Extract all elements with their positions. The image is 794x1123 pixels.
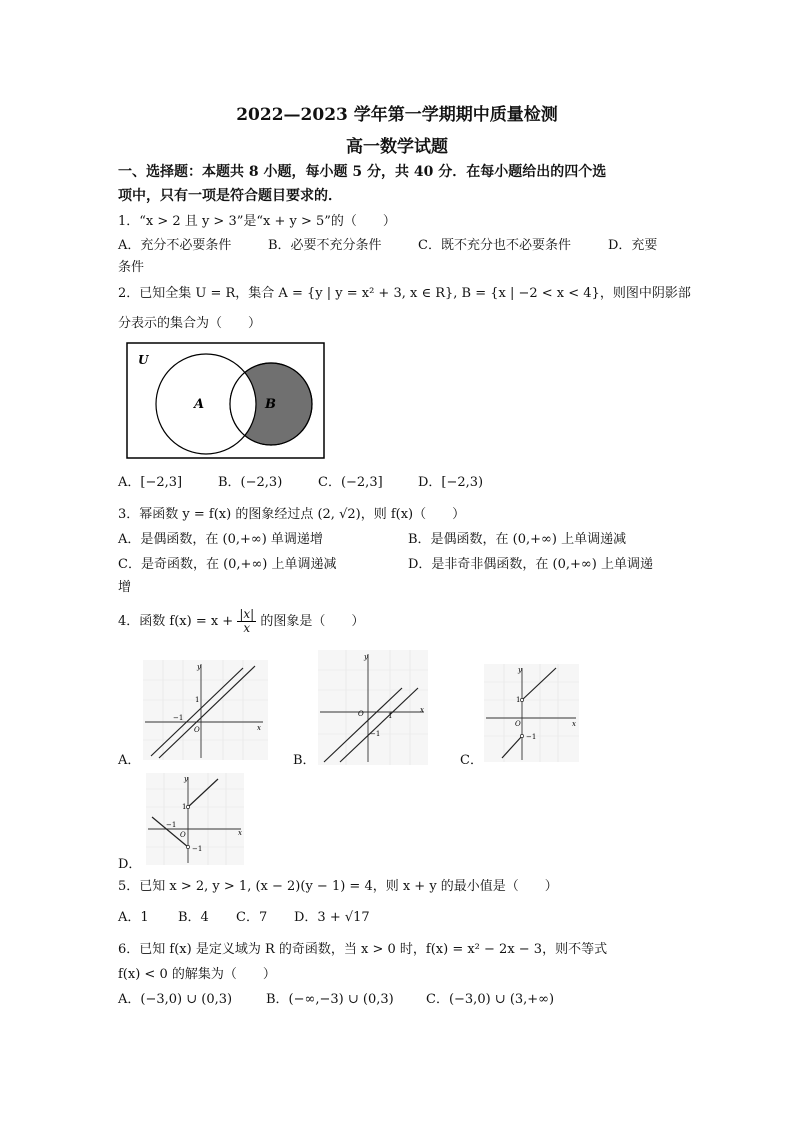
q4-option-d: D． xyxy=(118,857,142,872)
tick-label: −1 xyxy=(166,821,177,829)
q4-option-b: B． xyxy=(293,753,316,768)
tick-label: 1 xyxy=(195,696,200,704)
tick-label: 1 xyxy=(388,712,393,720)
open-point xyxy=(186,805,189,808)
q5-stem: 5．已知 x > 2, y > 1, (x − 2)(y − 1) = 4，则 x + y 的最小值是（ ） xyxy=(118,879,558,894)
q4-fraction xyxy=(237,608,256,635)
q1-option-a: A．充分不必要条件 xyxy=(118,238,232,253)
origin-label: O xyxy=(358,710,364,718)
y-label: y xyxy=(364,653,368,661)
q2-option-d: D．[−2,3) xyxy=(418,475,484,490)
venn-diagram xyxy=(126,342,326,460)
q5-option-b: B．4 xyxy=(178,910,209,925)
q4-stem xyxy=(118,608,364,635)
q2-stem-line2: 分表示的集合为（ ） xyxy=(118,316,262,331)
q4-graph-d xyxy=(146,773,244,865)
q4-fraction-denominator: x xyxy=(243,621,251,635)
x-label: x xyxy=(238,829,242,837)
q6-stem-line1: 6．已知 f(x) 是定义域为 R 的奇函数，当 x > 0 时，f(x) = x² − 2x − 3，则不等式 xyxy=(118,942,608,957)
q5-option-c: C．7 xyxy=(236,910,268,925)
q3-option-d-continued: 增 xyxy=(118,580,132,595)
q4-fraction-numerator: |x| xyxy=(239,607,255,621)
origin-label: O xyxy=(194,726,200,734)
y-label: y xyxy=(518,666,522,674)
q4-stem-suffix: 的图象是（ ） xyxy=(260,614,365,629)
q4-graph-c xyxy=(484,664,579,762)
q3-stem: 3．幂函数 y = f(x) 的图象经过点 (2, √2)，则 f(x)（ ） xyxy=(118,507,466,522)
x-label: x xyxy=(572,720,576,728)
tick-label: −1 xyxy=(173,714,184,722)
q1-option-c: C．既不充分也不必要条件 xyxy=(418,238,571,253)
q6-option-a: A．(−3,0) ∪ (0,3) xyxy=(118,992,233,1007)
q6-option-c: C．(−3,0) ∪ (3,+∞) xyxy=(426,992,555,1007)
q2-stem-line1: 2．已知全集 U = R，集合 A = {y | y = x² + 3, x ∈ R}, B = {x | −2 < x < 4}，则图中阴影部 xyxy=(118,286,691,301)
venn-label-b: B xyxy=(265,397,276,412)
q3-option-b: B．是偶函数，在 (0,+∞) 上单调递减 xyxy=(408,532,627,547)
q4-graph-b xyxy=(318,650,428,765)
tick-label: 1 xyxy=(182,803,187,811)
tick-label: −1 xyxy=(192,845,203,853)
q4-option-a: A． xyxy=(118,753,141,768)
venn-label-u: U xyxy=(138,353,149,367)
x-label: x xyxy=(420,706,424,714)
tick-label: −1 xyxy=(370,730,381,738)
section-heading-line2: 项中，只有一项是符合题目要求的． xyxy=(118,188,342,204)
q6-option-b: B．(−∞,−3) ∪ (0,3) xyxy=(266,992,394,1007)
open-point xyxy=(186,845,189,848)
q3-option-d: D．是非奇非偶函数，在 (0,+∞) 上单调递 xyxy=(408,557,653,572)
y-label: y xyxy=(197,663,201,671)
q2-option-b: B．(−2,3) xyxy=(218,475,283,490)
q2-option-c: C．(−2,3] xyxy=(318,475,383,490)
q1-option-b: B．必要不充分条件 xyxy=(268,238,382,253)
origin-label: O xyxy=(515,720,521,728)
tick-label: −1 xyxy=(526,733,537,741)
exam-subtitle: 高一数学试题 xyxy=(346,137,448,157)
origin-label: O xyxy=(180,831,186,839)
q1-option-d-continued: 条件 xyxy=(118,260,145,275)
exam-title: 2022—2023 学年第一学期期中质量检测 xyxy=(236,105,558,125)
q5-option-a: A．1 xyxy=(118,910,149,925)
q1-option-d: D．充要 xyxy=(608,238,658,253)
q5-option-d: D．3 + √17 xyxy=(294,910,370,925)
q4-graph-a xyxy=(143,660,268,760)
x-label: x xyxy=(257,724,261,732)
q3-option-a: A．是偶函数，在 (0,+∞) 单调递增 xyxy=(118,532,323,547)
q1-stem: 1．“x > 2 且 y > 3”是“x + y > 5”的（ ） xyxy=(118,214,396,229)
y-label: y xyxy=(184,775,188,783)
q4-stem-prefix: 4．函数 f(x) = x + xyxy=(118,614,234,629)
q4-option-c: C． xyxy=(460,753,483,768)
q2-option-a: A．[−2,3] xyxy=(118,475,183,490)
q6-stem-line2: f(x) < 0 的解集为（ ） xyxy=(118,967,276,982)
open-point xyxy=(520,734,523,737)
tick-label: 1 xyxy=(516,696,521,704)
q3-option-c: C．是奇函数，在 (0,+∞) 上单调递减 xyxy=(118,557,337,572)
venn-label-a: A xyxy=(194,397,205,412)
section-heading-line1: 一、选择题：本题共 8 小题，每小题 5 分，共 40 分．在每小题给出的四个选 xyxy=(118,164,607,180)
open-point xyxy=(520,698,523,701)
